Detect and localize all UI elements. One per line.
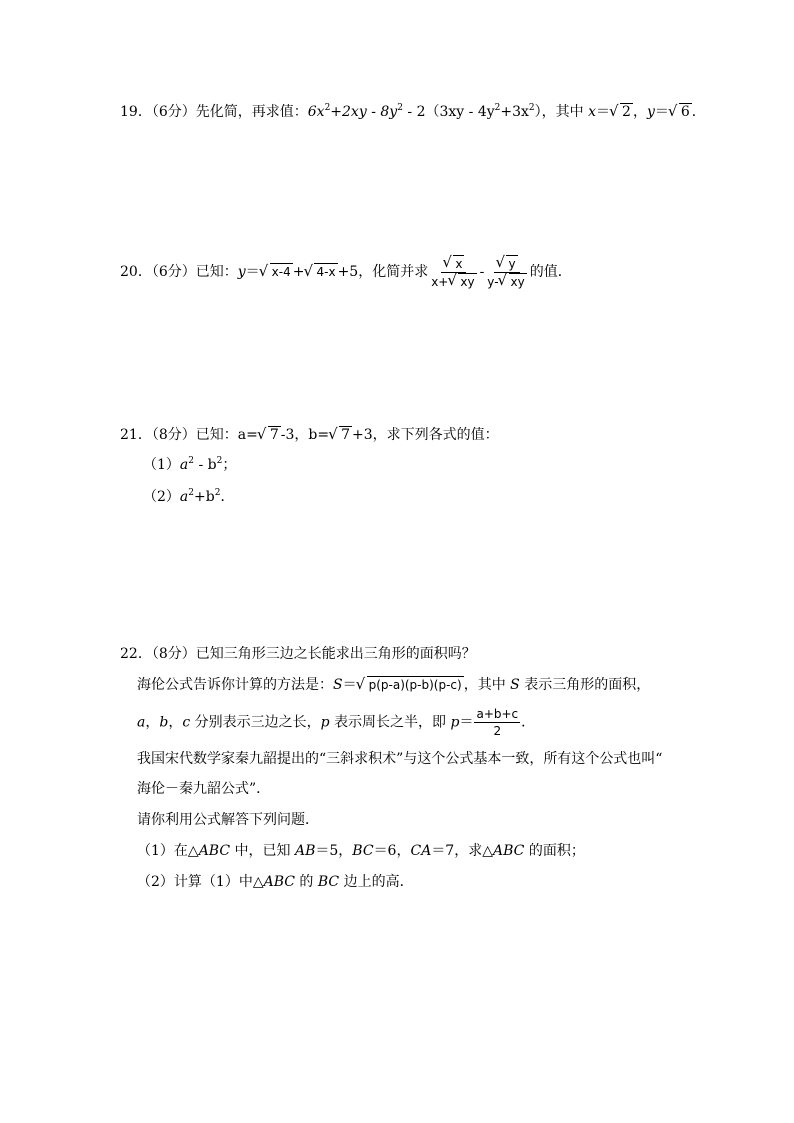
expr-part: 的值． (529, 264, 572, 280)
exponent: 2 (397, 103, 403, 113)
denominator (485, 273, 528, 290)
expr-part: +3x (500, 104, 529, 120)
denominator: 2 (493, 724, 502, 738)
radicand: x (455, 256, 463, 271)
text: ＝6， (373, 843, 411, 859)
var-a: a (137, 714, 146, 731)
side-BC: BC (352, 843, 374, 859)
numerator: a+b+c (476, 707, 519, 721)
question-lead: 已知： (195, 264, 238, 280)
half-perimeter-fraction (474, 706, 520, 739)
var-y: y (646, 104, 655, 120)
var-b: b (159, 714, 169, 731)
sqrt-4-minus-x (305, 254, 337, 290)
text: ＝5， (315, 843, 353, 859)
question-22-line-2 (137, 675, 650, 695)
text: 表示三角形的面积， (519, 677, 651, 693)
text: ，其中 (463, 677, 511, 693)
var-y: y (237, 264, 246, 280)
exponent: 2 (494, 103, 501, 113)
radicand: p(p-a)(p-b)(p-c) (368, 678, 462, 692)
question-score: （8分） (151, 427, 196, 443)
plus: + (292, 264, 305, 280)
expr-part: +2xy (330, 104, 367, 120)
question-22-line-3 (137, 706, 535, 739)
text: 分别表示三边之长， (190, 714, 321, 731)
question-22 (120, 644, 476, 664)
question-22-part-2 (137, 872, 414, 892)
question-number: 21． (120, 427, 152, 443)
period: ． (521, 714, 536, 731)
fraction-2 (485, 255, 528, 290)
radicand: 2 (622, 104, 631, 120)
var-x: x (588, 104, 597, 120)
exponent: 2 (188, 456, 195, 466)
text: 海伦公式告诉你计算的方法是： (137, 677, 333, 693)
question-number: 22． (120, 646, 152, 662)
text: ＝7，求△ (431, 843, 493, 859)
var-S: S (510, 677, 520, 693)
sqrt-7 (330, 425, 352, 445)
sqrt-2 (611, 102, 633, 122)
side-AB: AB (294, 843, 316, 859)
radicand: x-4 (271, 265, 291, 279)
expr-part: - 2（3xy - 4y (402, 104, 495, 120)
triangle-name: ABC (263, 874, 295, 890)
numerator (494, 255, 519, 273)
exponent: 2 (214, 488, 221, 498)
question-22-line-6: 请你利用公式解答下列问题． (137, 812, 319, 828)
expr-part: ； (222, 457, 237, 473)
radicand: 6 (680, 104, 690, 120)
separator: ， (632, 104, 647, 120)
period: ． (691, 104, 706, 120)
expr-part: 6x (307, 104, 325, 120)
text: 中，已知 (230, 843, 295, 859)
radicand: y (508, 256, 516, 271)
side-CA: CA (410, 843, 432, 859)
expr-part: +3，求下列各式的值： (352, 427, 499, 443)
exponent: 2 (324, 103, 331, 113)
denominator (429, 273, 478, 290)
text: 边上的高． (339, 874, 414, 890)
sqrt-y (497, 255, 517, 272)
question-21-part-1 (143, 455, 236, 475)
numerator (441, 255, 466, 273)
radicand: 4-x (316, 265, 336, 279)
text: （1）在△ (137, 843, 199, 859)
expr-part: -3，b= (280, 427, 330, 443)
exponent: 2 (216, 456, 223, 466)
triangle-name: ABC (493, 843, 525, 859)
denominator-part: y- (487, 274, 499, 289)
question-19 (120, 102, 706, 122)
question-number: 19． (120, 104, 152, 120)
var-S: S (333, 677, 343, 693)
text: 表示周长之半，即 (329, 714, 451, 731)
fraction-1 (429, 255, 478, 290)
sqrt-xy (449, 273, 476, 290)
expr-part: 化简并求 (372, 264, 429, 280)
question-lead: 已知：a= (195, 427, 258, 443)
radicand: 7 (269, 427, 279, 443)
question-22-line-5: 海伦－秦九韶公式”． (137, 781, 271, 797)
equals: ＝ (245, 264, 260, 280)
var-p: p (320, 714, 330, 731)
var-a: a (179, 457, 189, 473)
question-score: （8分） (151, 646, 196, 662)
question-number: 20． (120, 264, 152, 280)
triangle-name: ABC (198, 843, 231, 859)
radicand: xy (510, 274, 525, 289)
question-22-line-4: 我国宋代数学家秦九韶提出的“三斜求积术”与这个公式基本一致，所有这个公式也叫“ (137, 751, 663, 767)
expr-part: +b (194, 489, 215, 505)
sqrt-6 (670, 102, 692, 122)
denominator-part: x+ (431, 274, 449, 289)
var-a: a (179, 489, 189, 505)
question-21-part-2 (143, 487, 234, 507)
minus: - (479, 264, 485, 280)
question-score: （6分） (151, 104, 196, 120)
equals: ＝ (459, 714, 474, 731)
expr-part: - 8y (366, 104, 398, 120)
sqrt-x-minus-4 (261, 254, 293, 290)
exponent: 2 (528, 103, 535, 113)
question-20 (120, 254, 572, 290)
part-label: （1） (143, 457, 180, 473)
question-lead: 先化简，再求值： (195, 104, 308, 120)
var-c: c (182, 714, 191, 731)
radicand: xy (460, 274, 475, 289)
question-21 (120, 425, 499, 445)
equals: ＝ (654, 104, 669, 120)
text: （2）计算（1）中△ (137, 874, 264, 890)
side-BC: BC (317, 874, 340, 890)
question-lead: 已知三角形三边之长能求出三角形的面积吗？ (195, 646, 476, 662)
expr-part: ． (220, 489, 235, 505)
var-p: p (450, 714, 460, 731)
sqrt-x (444, 255, 464, 272)
sqrt-xy (500, 273, 527, 290)
heron-sqrt (358, 675, 464, 695)
question-score: （6分） (151, 264, 196, 280)
exponent: 2 (188, 488, 195, 498)
question-22-part-1 (137, 841, 585, 861)
text: 的 (294, 874, 318, 890)
expr-part: - b (194, 457, 217, 473)
radicand: 7 (341, 427, 351, 443)
expr-part: +5， (337, 264, 373, 280)
text: 的面积； (524, 843, 585, 859)
equals: ＝ (342, 677, 357, 693)
sqrt-7 (259, 425, 281, 445)
equals: ＝ (596, 104, 611, 120)
part-label: （2） (143, 489, 180, 505)
expr-part: ），其中 (534, 104, 589, 120)
separator: ， (168, 714, 183, 731)
separator: ， (145, 714, 160, 731)
